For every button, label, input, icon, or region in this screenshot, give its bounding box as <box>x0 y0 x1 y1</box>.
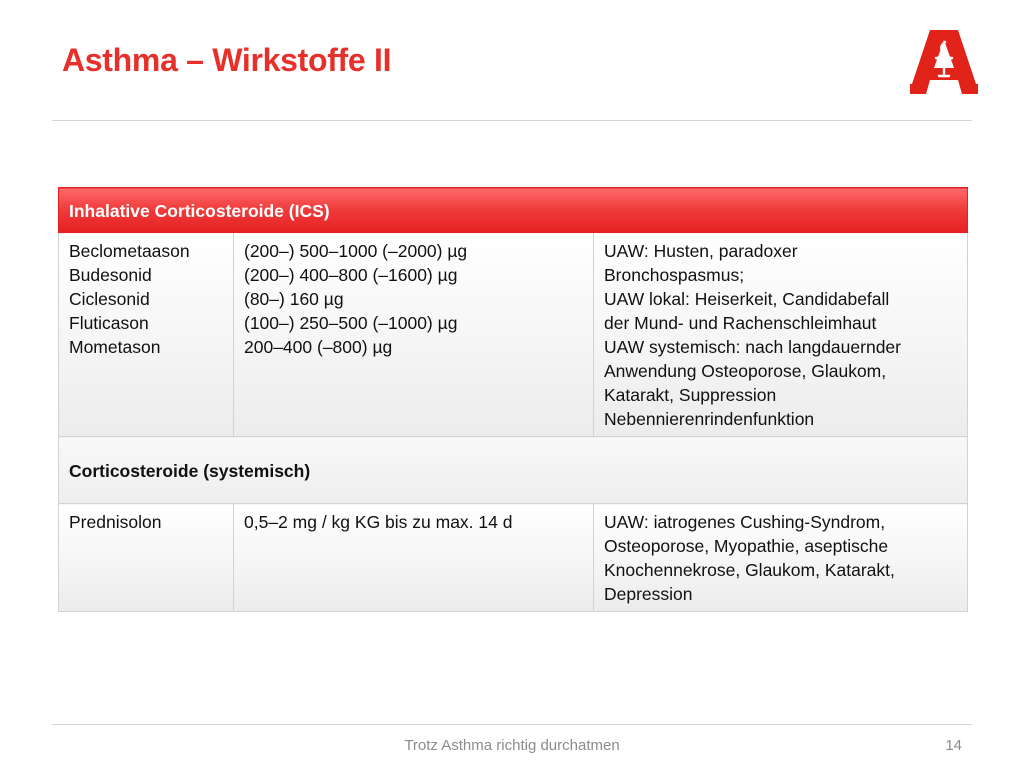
dosage-line: 0,5–2 mg / kg KG bis zu max. 14 d <box>244 512 513 532</box>
dosage-line: (200–) 500–1000 (–2000) µg <box>244 241 468 261</box>
page-number: 14 <box>945 737 962 754</box>
drug-names-cell <box>59 504 234 612</box>
side-effect-line: UAW systemisch: nach langdauernder <box>604 337 901 357</box>
side-effect-line: UAW lokal: Heiserkeit, Candidabefall <box>604 289 890 309</box>
slide-title: Asthma – Wirkstoffe II <box>62 42 392 78</box>
drug-name: Budesonid <box>69 265 152 285</box>
drug-names-cell <box>59 233 234 437</box>
table-header-row <box>59 188 968 233</box>
side-effect-line: Knochennekrose, Glaukom, Katarakt, <box>604 560 895 580</box>
side-effect-line: Anwendung Osteoporose, Glaukom, <box>604 361 887 381</box>
drug-table <box>58 187 968 612</box>
side-effect-line: der Mund- und Rachenschleimhaut <box>604 313 877 333</box>
table-row <box>59 233 968 437</box>
footer-divider <box>52 724 972 725</box>
table-section-row <box>59 437 968 504</box>
side-effect-line: UAW: iatrogenes Cushing-Syndrom, <box>604 512 886 532</box>
drug-name: Fluticason <box>69 313 149 333</box>
dosage-line: (100–) 250–500 (–1000) µg <box>244 313 458 333</box>
section-heading-systemic: Corticosteroide (systemisch) <box>59 437 968 504</box>
drug-name: Ciclesonid <box>69 289 150 309</box>
title-divider <box>52 120 972 121</box>
drug-name: Mometason <box>69 337 161 357</box>
side-effect-line: Bronchospasmus; <box>604 265 745 285</box>
table-header-ics: Inhalative Corticosteroide (ICS) <box>59 188 968 233</box>
side-effect-line: Katarakt, Suppression <box>604 385 777 405</box>
drug-name: Beclometaason <box>69 241 190 261</box>
dosage-cell <box>234 233 594 437</box>
dosage-line: 200–400 (–800) µg <box>244 337 393 357</box>
side-effects-cell <box>594 233 968 437</box>
apotheke-a-icon <box>910 28 978 96</box>
side-effect-line: UAW: Husten, paradoxer <box>604 241 798 261</box>
side-effect-line: Nebennierenrindenfunktion <box>604 409 815 429</box>
side-effect-line: Depression <box>604 584 693 604</box>
dosage-line: (80–) 160 µg <box>244 289 344 309</box>
side-effect-line: Osteoporose, Myopathie, aseptische <box>604 536 889 556</box>
dosage-cell <box>234 504 594 612</box>
drug-name: Prednisolon <box>69 512 162 532</box>
dosage-line: (200–) 400–800 (–1600) µg <box>244 265 458 285</box>
table-row <box>59 504 968 612</box>
side-effects-cell <box>594 504 968 612</box>
footer-caption: Trotz Asthma richtig durchatmen <box>404 737 620 754</box>
